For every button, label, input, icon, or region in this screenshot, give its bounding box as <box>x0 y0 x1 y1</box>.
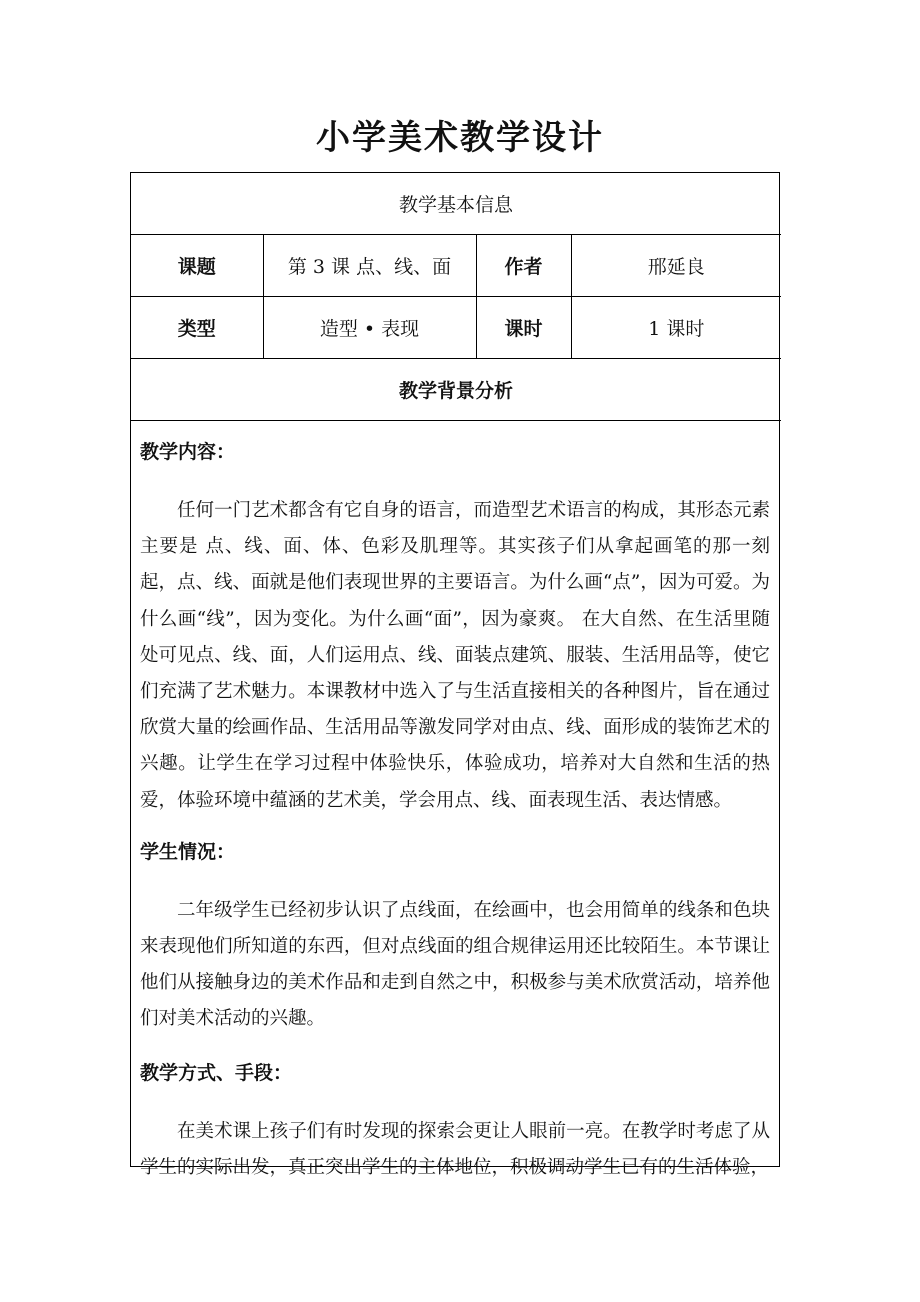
section-text-content: 任何一门艺术都含有它自身的语言，而造型艺术语言的构成，其形态元素主要是 点、线、面、体、色彩及肌理等。其实孩子们从拿起画笔的那一刻起，点、线、面就是他们表现世界的主要语言。为什么画“点”，因为可爱。为什么画“线”，因为变化。为什么画“面”，因为豪爽。 在大自然、在生活里随处可见点、线、面，人们运用点、线、面装点建筑、服装、生活用品等，使它们充满了艺术魅力。本课教材中选入了与生活直接相关的各种图片，旨在通过欣赏大量的绘画作品、生活用品等激发同学对由点、线、面形成的装饰艺术的兴趣。让学生在学习过程中体验快乐，体验成功，培养对大自然和生活的热爱，体验环境中蕴涵的艺术美，学会用点、线、面表现生活、表达情感。 <box>140 500 770 811</box>
section-heading-content: 教学内容： <box>140 441 236 463</box>
background-content <box>131 421 779 1186</box>
type-value: 造型 • 表现 <box>263 297 476 359</box>
page-title: 小学美术教学设计 <box>316 118 604 158</box>
section-text-students: 二年级学生已经初步认识了点线面，在绘画中，也会用简单的线条和色块来表现他们所知道的东西，但对点线面的组合规律运用还比较陌生。本节课让他们从接触身边的美术作品和走到自然之中，积极参与美术欣赏活动，培养他们对美术活动的兴趣。 <box>140 899 770 1030</box>
lesson-plan-table <box>130 172 780 1178</box>
author-value: 邢延良 <box>571 235 781 297</box>
basic-info-header: 教学基本信息 <box>131 173 781 235</box>
section-heading-methods: 教学方式、手段： <box>140 1061 293 1084</box>
section-text-methods: 在美术课上孩子们有时发现的探索会更让人眼前一亮。在教学时考虑了从学生的实际出发，真正突出学生的主体地位，积极调动学生已有的生活体验， <box>140 1120 770 1178</box>
topic-value: 第 3 课 点、线、面 <box>263 235 476 297</box>
author-label: 作者 <box>476 235 571 297</box>
section-heading-students: 学生情况： <box>140 840 236 863</box>
type-label: 类型 <box>131 297 263 359</box>
background-analysis-header: 教学背景分析 <box>131 359 781 421</box>
class-hours-value: 1 课时 <box>571 297 781 359</box>
topic-label: 课题 <box>131 235 263 297</box>
class-hours-label: 课时 <box>476 297 571 359</box>
basic-info-table <box>131 173 781 421</box>
